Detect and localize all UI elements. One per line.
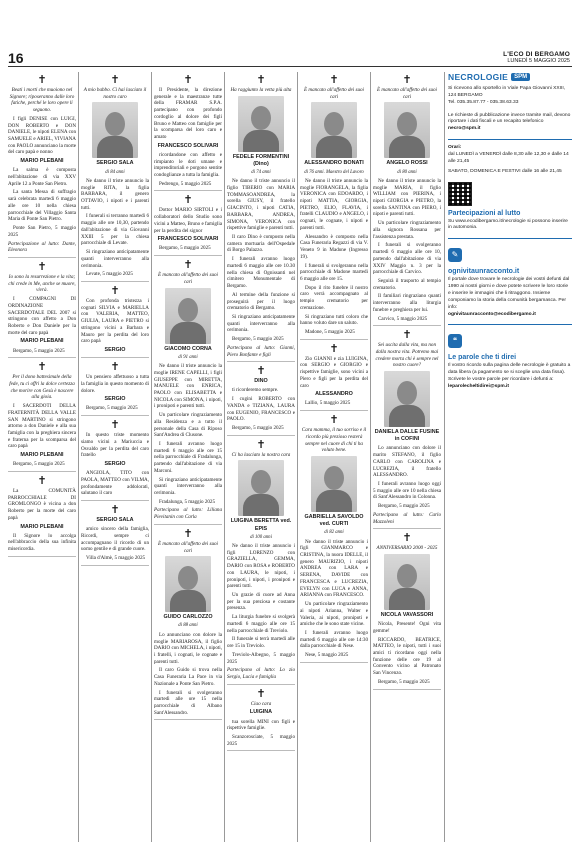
- obituary-notice: [373, 74, 441, 326]
- obituary-notice: [227, 365, 295, 435]
- notice-divider: [154, 719, 222, 720]
- notice-text: Alessandro è composto nella Casa Funeraria Regazzi di via V. Veneto 9 in Madone (Ingresso 19).: [300, 233, 368, 260]
- notice-text: Bergamo, 5 maggio 2025: [86, 405, 138, 412]
- email-info: [448, 113, 572, 134]
- notice-text: Un pensiero affettuoso a tutta la famiglia in questo momento di dolore.: [81, 374, 149, 394]
- deceased-name: SERGIO SALA: [96, 516, 134, 523]
- cross-icon: ✝: [402, 531, 412, 545]
- obituary-notice: [227, 688, 295, 752]
- notice-text: Pedrengo, 5 maggio 2025: [159, 180, 212, 187]
- column-divider: [370, 72, 371, 842]
- story-portal-icon: ✎: [448, 248, 462, 262]
- notice-text: La COMUNITÀ PARROCCHIALE DI GROMLONGO è vicina a don Roberto per la morte del caro papà: [8, 488, 76, 521]
- notice-quote: È mancato all'affetto dei suoi cari: [304, 87, 364, 100]
- notice-text: ANGIOLA, TITO con PAOLA, MATTEO con VILMA, profondamente addolorati, salutano il caro: [81, 470, 149, 497]
- notice-text: Madone, 5 maggio 2025: [305, 328, 355, 335]
- cross-icon: ✝: [256, 686, 266, 700]
- notice-text: RICCARDO, BEATRICE, MATTEO, le nipoti, tutti i suoi amici ti ricordano oggi nella funzione delle ore 19 al Convento vicino al Patronato San Vincenzo.: [373, 636, 441, 677]
- masthead: [503, 52, 570, 65]
- email-link[interactable]: necro@spm.it: [448, 126, 481, 132]
- hours-weekend: SABATO, DOMENICA E FESTIVI dalle 16 alle 21,45: [448, 168, 562, 174]
- deceased-name: GIACOMO CORNA: [164, 345, 212, 352]
- notice-text: Bergamo, 5 maggio 2025: [13, 347, 65, 354]
- notice-text: Un particolare ringraziamento alla signora Rossana per l'assistenza prestata.: [373, 220, 441, 240]
- notice-divider: [81, 565, 149, 566]
- cross-icon: ✝: [37, 259, 47, 273]
- notice-divider: [81, 357, 149, 358]
- column-divider: [444, 72, 445, 842]
- notice-quote: È mancato all'affetto dei suoi cari: [158, 272, 218, 285]
- cross-icon: ✝: [110, 360, 120, 374]
- cross-icon: ✝: [256, 437, 266, 451]
- condolence-signature: Partecipano al lutto: Gianni, Piero Bonfante e figli: [227, 344, 295, 358]
- notice-text: tua sorella MINI con figli e rispettive famiglie.: [227, 718, 295, 732]
- deceased-age: di 88 anni: [178, 623, 198, 629]
- deceased-name: SERGIO: [104, 346, 126, 353]
- notice-text: Il Presidente, la direzione generale e la maestranze tutte della FRAMAR S.P.A. partecipano con profondo cordoglio al dolore dei figli Bruno e Matteo con famiglie per la scomparsa del loro caro e amato: [154, 87, 222, 141]
- notice-text: Il familiari ringraziano quanti interverranno alla liturgia funebre e preghiera per lui.: [373, 293, 441, 313]
- deceased-age: di 76 anni. Maestro del Lavoro: [304, 169, 364, 175]
- office-info: [448, 86, 572, 107]
- notice-quote: Io sono la resurrezione e la vita; chi crede in Me, anche se muore, vivrà.: [8, 273, 76, 294]
- deceased-photo: [384, 554, 430, 610]
- notice-text: Fradalunga, 5 maggio 2025: [159, 498, 216, 505]
- obituary-notice: [81, 419, 149, 501]
- notice-text: Un particolare ringraziamento ai nipoti Arianna, Walter e Valeria, ai nipoti, pronipoti e amiche che le sono state vicine.: [300, 601, 368, 628]
- notice-text: I funerali si svolgeranno martedì 6 maggio alle ore 10, partendo dall'abitazione di via XXIV Maggio n. 3 per la parrocchiale di Carvico.: [373, 242, 441, 276]
- notice-quote: Cara mamma, il tuo sorriso e il ricordo più prezioso resterà sempre nel cuore di chi ti ha voluto bene.: [301, 427, 367, 454]
- notice-text: Un grazie di cuore ad Anna per la sua preziosa e costante presenza.: [227, 592, 295, 612]
- notice-text: Dopo il rito funebre il nostro caro verrà accompagnato al tempio crematorio per cremazione.: [300, 284, 368, 311]
- obituary-notice: [8, 74, 76, 258]
- notice-divider: [154, 255, 222, 256]
- deceased-name: FEDELE FORMENTINI (Dino): [232, 153, 290, 167]
- deceased-photo: [238, 96, 284, 152]
- obituary-notice: [154, 259, 222, 525]
- notice-quote: Ciao cara: [250, 700, 272, 707]
- obituary-column-1: [8, 72, 76, 842]
- notice-divider: [373, 528, 441, 529]
- notice-quote: È mancato all'affetto dei suoi cari: [158, 540, 218, 554]
- page-header: [0, 0, 580, 66]
- column-divider: [151, 72, 152, 842]
- obituary-column-5: [300, 72, 368, 842]
- notice-text: Ne danno il triste annuncio i figli GIANMARCO e CRISTINA, la nuora IDELLE, il genero MAURIZIO, i nipoti ANDREA con LARA e SERENA, DAVIDE con FRANCESCA e LUCREZIA, EVELYN con LUCA e ANNA, ARIANNA con FRANCESCO.: [300, 538, 368, 599]
- obituary-notice: [300, 74, 368, 340]
- notice-quote: Sei uscita dalla vita, ma non dalla nostra vita. Potremo mai credere morta chi è sempre nel nostro cuore?: [375, 342, 439, 369]
- notice-text: Si ringraziano tutti coloro che hanno voluto dare un saluto.: [300, 313, 368, 327]
- deceased-name: DINO: [254, 378, 268, 385]
- column-divider: [224, 72, 225, 842]
- cross-icon: ✝: [110, 73, 120, 86]
- deceased-name: NICOLA VAVASSORI: [380, 612, 434, 619]
- opening-hours: [448, 145, 572, 175]
- notice-quote: È mancato all'affetto dei suoi cari: [377, 87, 437, 100]
- notice-text: amico sincero della famiglia, Ricordi, sempre ci accompagnano il ricordo di un uomo gentile e di grande cuore.: [81, 526, 149, 553]
- cross-icon: ✝: [183, 193, 193, 207]
- notice-text: Lo annunciano con dolore la moglie MARIAROSA, il figlio DARIO con MICHELA, i nipoti, i fratelli, i cognati, le cognate e parenti tutti.: [154, 631, 222, 665]
- notice-text: Si ringraziano anticipatamente quanti interverranno alla cerimonia.: [81, 249, 149, 269]
- notice-text: Nese, 5 maggio 2025: [305, 652, 349, 659]
- notice-text: Si ringraziano anticipatamente quanti interverranno alla cerimonia.: [154, 476, 222, 497]
- deceased-photo: [165, 288, 211, 344]
- notice-text: Lo annunciano con dolore il marito STEFANO, il figlio CARLO con CAROLINA e LUCREZIA, il fratello ALESSANDRO.: [373, 445, 441, 479]
- notice-text: Bergamo, 5 maggio 2025: [232, 424, 284, 431]
- deceased-name: DANIELA DALLE FUSINE in COFINI: [374, 429, 440, 443]
- notice-text: I funerali si terranno martedì 6 maggio alle ore 10,30, partendo dall'abitazione di via Giovanni XXIII 5 per la chiesa parrocchiale di Levate.: [81, 213, 149, 247]
- notice-quote: Ha raggiunto la vetta più alta: [230, 87, 292, 93]
- deceased-name: SERGIO SALA: [96, 160, 134, 167]
- notice-quote: Ci ha lasciato la nostra cara: [231, 451, 291, 458]
- obituary-notice: [8, 475, 76, 557]
- notice-text: Bergamo, 5 maggio 2025: [13, 461, 65, 468]
- deceased-photo: [165, 556, 211, 612]
- spm-logo: SPM: [511, 73, 530, 81]
- deceased-photo: [311, 102, 357, 158]
- notice-text: Seguirà il trasporto al tempio crematorio.: [373, 277, 441, 291]
- words-text: [448, 363, 572, 390]
- notice-text: Ne danno il triste annuncio la moglie MARIA, il figlio WILLIAM con PIERINA, i nipoti GIORGIA e PIETRO, la sorella SANTINA con PIERO, i nipoti e parenti tutti.: [373, 177, 441, 218]
- deceased-name: MARIO PLEBANI: [20, 523, 64, 530]
- cross-icon: ✝: [110, 502, 120, 516]
- notice-text: Lallio, 5 maggio 2025: [305, 400, 351, 407]
- online-title: Partecipazioni al lutto: [448, 209, 521, 217]
- obituary-notice: [8, 261, 76, 358]
- sidebar-title: NECROLOGIE: [448, 72, 509, 82]
- deceased-photo: [311, 456, 357, 512]
- obituary-notice: [373, 532, 441, 689]
- deceased-name: MARIO PLEBANI: [20, 338, 64, 345]
- story-text: [448, 277, 572, 318]
- deceased-name: SERGIO: [104, 460, 126, 467]
- notice-divider: [8, 257, 76, 258]
- deceased-name: ALESSANDRO BONATI: [304, 160, 364, 167]
- online-text: Su www.ecodibergamo.it/necrologie si possono inserire in automonia.: [448, 218, 568, 231]
- story-email-link[interactable]: ognivitaunracconto@ecodibergamo.it: [448, 311, 536, 317]
- obituary-notice: [81, 74, 149, 282]
- notice-text: Il funerale si terrà martedì alle ore 15 in Treviolo.: [227, 636, 295, 650]
- story-site[interactable]: ognivitaunracconto.it: [448, 268, 520, 276]
- notice-quote: Per il dono battesimale della fede, tu ci offri la dolce certezza che morire con Gesù è nascere alla gioia.: [9, 374, 75, 401]
- notice-text: Carvico, 5 maggio 2025: [378, 315, 428, 322]
- story-description: Il portale dove trovare le necrologie dei vostri defunti dal 1990 ai nostri giorni e dove potete scrivere le loro storie e inserire le immagini che li ritraggono. Insieme componiamo la storia della comunità bergamasca. Per info:: [448, 277, 570, 310]
- deceased-name: LUIGINA: [249, 709, 273, 716]
- deceased-name: FRANCESCO SOLIVARI: [157, 142, 219, 149]
- notice-text: Ne danno il triste annuncio la moglie FIORANGELA, la figlia VERONICA con EDOARDO, i nipoti MATTIA, GIORGIA, PIETRO, ELIO, FLAVIA, i fratelli CLAUDIO e ANGELO, i cognati, le cognate, i nipoti e parenti tutti.: [300, 177, 368, 231]
- deceased-name: MARIO PLEBANI: [20, 158, 64, 165]
- deceased-name: ALESSANDRO: [315, 391, 353, 398]
- column-divider: [78, 72, 79, 842]
- obituary-notice: [154, 74, 222, 191]
- notice-text: I cugini ROBERTO con VANDA e TIZIANA, LAURA con EUGENIO, FRANCESCO e PAOLO.: [227, 396, 295, 423]
- notice-text: Villa d'Almè, 5 maggio 2025: [86, 554, 146, 561]
- cross-icon: ✝: [37, 360, 47, 374]
- deceased-age: di 80 anni: [397, 169, 417, 175]
- notice-quote: Beati i morti che muoiono nel Signore; riposeranno dalle loro fatiche, perché le loro opere li seguono.: [9, 87, 75, 114]
- notice-text: Il caro Dino è composto nella camera mortuaria dell'Ospedale di Borgo Palazzo.: [227, 234, 295, 254]
- column-divider: [297, 72, 298, 842]
- cross-icon: ✝: [256, 73, 266, 86]
- notice-text: In questo triste momento siamo vicini a Mariuccia e Osvaldo per la perdita del caro fratello: [81, 432, 149, 459]
- notice-divider: [81, 500, 149, 501]
- notice-text: Zio GIANNI e zia LUIGINA, con SERGIO e GIORGIO e rispettive famiglie, sono vicini a Piero e figli per la perdita del caro: [300, 355, 368, 389]
- notice-divider: [154, 524, 222, 525]
- obituary-column-6: [373, 72, 441, 842]
- condolence-signature: Partecipazione al lutto: Dante, Eleonora: [8, 240, 76, 254]
- notice-text: Ponte San Pietro, 5 maggio 2025: [8, 225, 76, 238]
- notice-text: I funerali avranno luogo martedì 6 maggio alle ore 14:30 dalla parrocchiale di Nese.: [300, 629, 368, 650]
- notice-divider: [227, 361, 295, 362]
- obituary-notice: [8, 361, 76, 472]
- notice-divider: [8, 357, 76, 358]
- obituary-notice: [300, 414, 368, 663]
- cross-icon: ✝: [183, 73, 193, 86]
- obituary-notice: [227, 439, 295, 685]
- obituary-column-3: [154, 72, 222, 842]
- deceased-age: di 91 anni: [178, 354, 198, 360]
- issue-date: LUNEDÌ 5 MAGGIO 2025: [507, 57, 570, 64]
- obituary-notice: [81, 504, 149, 566]
- notice-divider: [373, 325, 441, 326]
- notice-divider: [227, 750, 295, 751]
- necrologie-sidebar: [448, 72, 572, 397]
- header-rule: [8, 66, 572, 67]
- sidebar-header: [448, 72, 572, 82]
- notice-text: Bergamo, 5 maggio 2025: [378, 503, 430, 510]
- cross-icon: ✝: [329, 73, 339, 86]
- condolence-signature: Partecipano al lutto: Lo zio Sergio, Lucia e famiglia: [227, 667, 295, 680]
- notice-quote: A mio babbo. Ci hai lasciato il nostro caro: [83, 87, 147, 100]
- office-address: Si ricevono allo sportello in Viale Papa Giovanni XXIII, 124 BERGAMO: [448, 86, 566, 98]
- notice-text: I COMPAGNI DI ORDINAZIONE SACERDOTALE DEL 2007 si stringono con affetto a Don Roberto e Don Daniele per la morte del caro papà: [8, 296, 76, 336]
- cross-icon: ✝: [256, 364, 266, 378]
- notice-text: Treviolo-Albegno, 5 maggio 2025: [227, 651, 295, 665]
- notice-text: I funerali si svolgeranno martedì alle ore 15 nella parrocchiale di Albano Sant'Alessandro.: [154, 689, 222, 716]
- notice-text: La santa Messa di suffragio sarà celebrata martedì 6 maggio alle ore 10 nella chiesa parrocchiale del Villaggio Santa Maria di Ponte San Pietro.: [8, 189, 76, 223]
- notice-divider: [300, 410, 368, 411]
- notice-text: I figli DENISE con LUIGI, DON ROBERTO e DON DANIELE, le nipoti ELENA con SAMUELE e ARIEL, VIVIANA con PAOLO annunciano la morte del caro papà e nonno: [8, 115, 76, 156]
- deceased-age: di 82 anni: [324, 530, 344, 536]
- notice-divider: [227, 684, 295, 685]
- deceased-photo: [384, 371, 430, 427]
- cross-icon: ✝: [183, 258, 193, 272]
- cross-icon: ✝: [110, 283, 120, 297]
- notice-text: ti ricorderemo sempre.: [232, 387, 279, 394]
- deceased-photo: [92, 102, 138, 158]
- notice-text: Nicola, Presente! Ogni vita gemme!: [373, 621, 441, 634]
- deceased-name: FRANCESCO SOLIVARI: [157, 236, 219, 243]
- words-description: Il vostro ricordo sulla pagina delle necrologie è gratuito a data libera (a pagamento se si sceglie una data fissa). Scrivete le vostre parole per ricordare i defunti a:: [448, 363, 571, 383]
- notice-text: I funerali si svolgeranno nella parrocchiale di Madone martedì 6 maggio alle ore 15.: [300, 262, 368, 282]
- notice-text: I funerali avranno luogo oggi 5 maggio alle ore 10 nella chiesa di Sant'Alessandro in Colonna.: [373, 480, 441, 501]
- notice-text: ricordandone con affetto e rimpianto le doti umane e imprenditoriali e porgono sentite condoglianze a tutta la famiglia.: [154, 151, 222, 179]
- notice-text: I SACERDOTI DELLA FRATERNITÀ DELLA VALLE SAN MARTINO si stringono attorno a don Daniele e alla sua famiglia con la preghiera sincera e fraterna per la scomparsa del caro papà: [8, 403, 76, 450]
- notice-text: La liturgia funebre si svolgerà martedì 6 maggio alle ore 15 nella parrocchiale di Treviolo.: [227, 614, 295, 634]
- notice-text: Ne danno il triste annuncio la moglie RITA, la figlia BARBARA, il genero OTTAVIO, i nipoti e i parenti tutti.: [81, 177, 149, 211]
- notice-divider: [227, 435, 295, 436]
- notice-text: Bergamo, 5 maggio 2025: [378, 678, 430, 685]
- deceased-name: LUIGINA BERETTA ved. EPIS: [230, 518, 292, 532]
- words-email-link[interactable]: leparolecheltidirei@spm.it: [448, 384, 510, 390]
- cross-icon: ✝: [329, 341, 339, 355]
- obituary-column-2: [81, 72, 149, 842]
- notice-divider: [154, 190, 222, 191]
- deceased-name: GABRIELLA SAVOLDO ved. CURTI: [304, 514, 364, 528]
- obituary-notice: [300, 343, 368, 411]
- notice-divider: [81, 281, 149, 282]
- notice-text: Un particolare ringraziamento alla Residenza e a tutto il personale della Casa di Riposo Sant'Andrea di Clusone.: [154, 412, 222, 439]
- notice-text: Con profonda tristezza i cognati SILVIA e MARIELLA con VALERIA, MATTEO, GIULIA, LAURA e PIETRO si stringono vicini a Barbara e Mauro per la perdita del loro caro papà: [81, 297, 149, 345]
- page-number: 16: [8, 50, 24, 66]
- words-title: Le parole che ti direi: [448, 354, 517, 362]
- obituary-notice: [154, 528, 222, 721]
- notice-divider: [8, 556, 76, 557]
- notice-divider: [300, 339, 368, 340]
- notice-divider: [300, 662, 368, 663]
- qr-code[interactable]: [448, 182, 472, 206]
- condolence-signature: Partecipano al lutto: Carlo Mazzoleni: [373, 511, 441, 525]
- newspaper-name: L'ECO DI BERGAMO: [503, 51, 570, 58]
- sidebar-divider: [448, 139, 572, 140]
- notice-text: Al termine della funzione si proseguirà per il luogo crematorio di Bergamo.: [227, 291, 295, 312]
- deceased-name: SERGIO: [104, 396, 126, 403]
- deceased-photo: [384, 102, 430, 158]
- notice-quote: ANNIVERSARIO 2000 - 2025: [376, 545, 438, 552]
- cross-icon: ✝: [183, 526, 193, 540]
- obituary-notice: [154, 194, 222, 256]
- deceased-name: GUIDO CARLOZZO: [163, 614, 213, 621]
- cross-icon: ✝: [110, 418, 120, 432]
- notice-text: Ne danno il triste annuncio i figli LORENZO con GRAZIELLA, GEMMA, DARIO con ROSA e ROBERTO con LAURA, le nipoti, i pronipoti, i nipoti, i pronipoti e parenti tutti.: [227, 543, 295, 590]
- obituary-notice: [81, 285, 149, 358]
- deceased-photo: [238, 460, 284, 516]
- notice-text: I funerali avranno luogo martedì 6 maggio alle ore 15 nella parrocchiale di Fradalunga, partendo dall'abitazione di via Marconi.: [154, 440, 222, 474]
- sidebar-divider: [448, 324, 572, 325]
- notice-text: Bergamo, 5 maggio 2025: [159, 245, 211, 252]
- notice-divider: [8, 471, 76, 472]
- cross-icon: ✝: [329, 413, 339, 427]
- notice-divider: [373, 689, 441, 690]
- notice-text: Scanzorosciate, 5 maggio 2025: [227, 733, 295, 747]
- office-phone: Tel. 035.35.87.77 - 035.38.63.33: [448, 99, 519, 105]
- cross-icon: ✝: [402, 328, 412, 342]
- notice-text: Bergamo, 5 maggio 2025: [232, 336, 284, 343]
- notice-text: Il Signore lo accolga nell'abbraccio della sua infinita misericordia.: [8, 532, 76, 553]
- cross-icon: ✝: [37, 73, 47, 86]
- hours-label: Orari:: [448, 145, 462, 151]
- deceased-age: di 74 anni: [251, 169, 271, 175]
- notice-text: Si ringraziano anticipatamente quanti interverranno alla cerimonia.: [227, 313, 295, 334]
- deceased-name: MARIO PLEBANI: [20, 452, 64, 459]
- notice-text: Ne danno il triste annuncio la moglie IRENE CAPELLI, i figli GIUSEPPE con MIRETTA, MANUELE con ENRICA, PAOLO con ELISABETTA e NICOLA con SIMONA, i nipoti, i pronipoti e parenti tutti.: [154, 363, 222, 410]
- notice-text: Il caro Guido si trova nella Casa Funeraria La Pace in via Nazionale a Ponte San Pietro.: [154, 667, 222, 687]
- speech-bubble-icon: ❝: [448, 334, 462, 348]
- notice-text: Dottor MARIO SIRTOLI e i collaboratori dello Studio sono vicini a Matteo, Bruno e famiglia per la perdita del signor: [154, 207, 222, 234]
- obituary-notice: [81, 361, 149, 416]
- deceased-name: ANGELO ROSSI: [386, 160, 428, 167]
- sidebar-divider: [448, 238, 572, 239]
- notice-text: La salma è composta nell'abitazione di via XXV Aprile 12 a Ponte San Pietro.: [8, 167, 76, 187]
- notice-text: I funerali avranno luogo martedì 6 maggio alle ore 10.30 nella chiesa di Ognissanti nel cimitero Monumentale di Bergamo.: [227, 256, 295, 290]
- condolence-signature: Partecipano al lutto: Liliana Pievitanin con Carla: [154, 507, 222, 521]
- obituary-notice: [227, 74, 295, 362]
- obituary-column-4: [227, 72, 295, 842]
- email-instructions: Le richieste di pubblicazione invece tramite mail, devono riportare i dati fiscali e un recapito telefonico: [448, 112, 571, 125]
- cross-icon: ✝: [37, 474, 47, 487]
- deceased-age: di 100 anni: [250, 534, 272, 540]
- cross-icon: ✝: [402, 73, 412, 86]
- obituary-notice: [373, 329, 441, 529]
- deceased-age: di 84 anni: [105, 169, 125, 175]
- notice-text: Levate, 5 maggio 2025: [86, 271, 133, 278]
- hours-weekday: dal LUNEDÌ a VENERDÌ dalle 8,30 alle 12,30 e dalle 14 alle 21,45: [448, 152, 569, 164]
- notice-divider: [81, 415, 149, 416]
- notice-text: Ne danno il triste annuncio il figlio TIBERIO con MARIA TOMMASOANDREA, la sorella GIUSY, il fratello GIACINTO, i nipoti CATIA, BARBARA, ANDREA, SIMONA, VERONICA con rispettive famiglie e parenti tutti.: [227, 178, 295, 232]
